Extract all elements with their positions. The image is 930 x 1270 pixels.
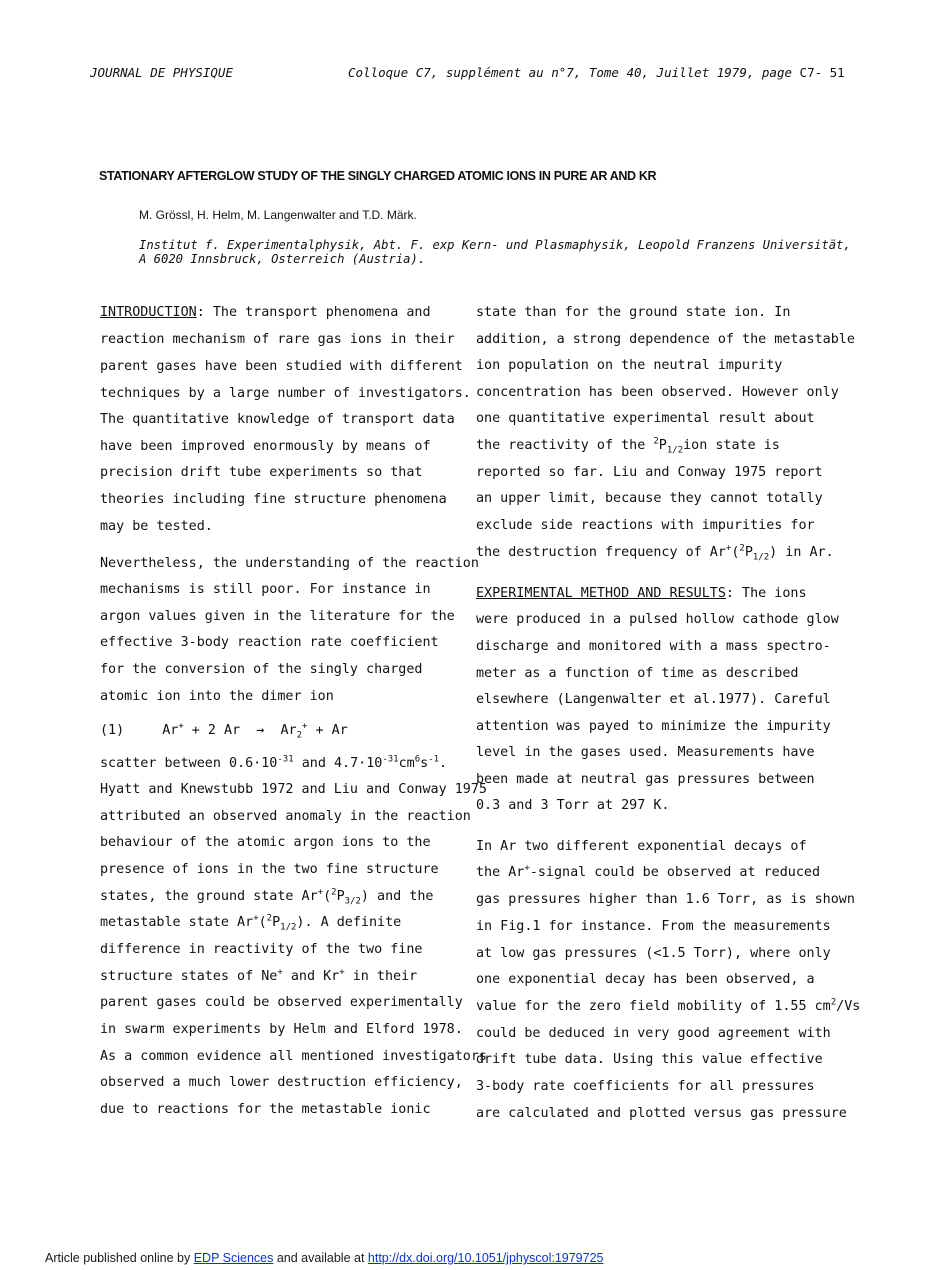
text-line: gas pressures higher than 1.6 Torr, as is shown bbox=[476, 892, 855, 907]
text-line: argon values given in the literature for the bbox=[100, 609, 455, 624]
publication-footer bbox=[45, 1251, 603, 1265]
text-line: meter as a function of time as described bbox=[476, 666, 799, 681]
text-line: metastable state $Ar^+(^2P_{1/2})$. A definite bbox=[100, 913, 402, 933]
page-number: C7- 51 bbox=[799, 65, 845, 80]
text-line: reaction mechanism of rare gas ions in their bbox=[100, 332, 455, 347]
text-line: in Fig.1 for instance. From the measurements bbox=[476, 919, 831, 934]
text-line: may be tested. bbox=[100, 519, 213, 534]
text-line: were produced in a pulsed hollow cathode glow bbox=[476, 612, 839, 627]
text-line: elsewhere (Langenwalter et al.1977). Careful bbox=[476, 692, 831, 707]
text-line: attributed an observed anomaly in the reaction bbox=[100, 809, 471, 824]
text-line: could be deduced in very good agreement with bbox=[476, 1026, 831, 1041]
text-line: concentration has been observed. However only bbox=[476, 385, 839, 400]
text-line: have been improved enormously by means of bbox=[100, 439, 431, 454]
text-line: due to reactions for the metastable ionic bbox=[100, 1102, 431, 1117]
doi-link[interactable]: http://dx.doi.org/10.1051/jphyscol:1979725 bbox=[367, 1251, 604, 1265]
experimental-heading: EXPERIMENTAL METHOD AND RESULTS bbox=[476, 586, 726, 601]
text-line: EXPERIMENTAL METHOD AND RESULTS: The ions bbox=[476, 586, 807, 601]
text-line: the destruction frequency of $Ar^+(^2P_{1/2})$ in Ar. bbox=[476, 543, 834, 563]
text-line: scatter between $0.6\cdot 10^{-31}$ and $4.7\cdot 10^{-31}cm^6s^{-1}$. bbox=[100, 754, 448, 771]
text-line: one exponential decay has been observed, a bbox=[476, 972, 815, 987]
text-line: effective 3-body reaction rate coefficient bbox=[100, 635, 439, 650]
text-line: structure states of Ne+ and Kr+ in their bbox=[100, 967, 418, 984]
colloque-text: Colloque C7, supplément au n°7, Tome 40, Juillet 1979, page bbox=[348, 65, 793, 80]
text-line: parent gases have been studied with different bbox=[100, 359, 463, 374]
text-line: techniques by a large number of investigators. bbox=[100, 386, 471, 401]
paper-title: STATIONARY AFTERGLOW STUDY OF THE SINGLY CHARGED ATOMIC IONS IN PURE AR AND KR bbox=[99, 169, 657, 183]
footer-prefix: Article published online by bbox=[45, 1251, 194, 1265]
text-line: drift tube data. Using this value effective bbox=[476, 1052, 823, 1067]
text-line: parent gases could be observed experimentally bbox=[100, 995, 463, 1010]
footer-middle: and available at bbox=[273, 1251, 368, 1265]
text-line: The quantitative knowledge of transport data bbox=[100, 412, 455, 427]
text-line: 0.3 and 3 Torr at 297 K. bbox=[476, 798, 670, 813]
text-line: reported so far. Liu and Conway 1975 report bbox=[476, 465, 823, 480]
colloque-reference bbox=[348, 65, 845, 80]
text-line: states, the ground state $Ar^+(^2P_{3/2})$ and the bbox=[100, 887, 434, 907]
text-line: been made at neutral gas pressures between bbox=[476, 772, 815, 787]
text-line: Nevertheless, the understanding of the reaction bbox=[100, 556, 479, 571]
affiliation bbox=[139, 238, 851, 266]
introduction-heading: INTRODUCTION bbox=[100, 305, 197, 320]
text-line: one quantitative experimental result about bbox=[476, 411, 815, 426]
text-line: attention was payed to minimize the impurity bbox=[476, 719, 831, 734]
authors: M. Grössl, H. Helm, M. Langenwalter and T.D. Märk. bbox=[139, 208, 417, 222]
text-line: level in the gases used. Measurements have bbox=[476, 745, 815, 760]
text-line: at low gas pressures (<1.5 Torr), where only bbox=[476, 946, 831, 961]
text-line: In Ar two different exponential decays of bbox=[476, 839, 807, 854]
text-line: mechanisms is still poor. For instance in bbox=[100, 582, 431, 597]
text-line: for the conversion of the singly charged bbox=[100, 662, 423, 677]
text-line: behaviour of the atomic argon ions to the bbox=[100, 835, 431, 850]
journal-name: JOURNAL DE PHYSIQUE bbox=[90, 65, 233, 80]
text-line: value for the zero field mobility of 1.55 $cm^2/Vs$ bbox=[476, 997, 861, 1014]
text-line: state than for the ground state ion. In bbox=[476, 305, 791, 320]
text-line: 3-body rate coefficients for all pressures bbox=[476, 1079, 815, 1094]
equation-number: (1) bbox=[100, 723, 125, 738]
text-line: atomic ion into the dimer ion bbox=[100, 689, 334, 704]
text-line: Hyatt and Knewstubb 1972 and Liu and Conway 1975 bbox=[100, 782, 487, 797]
text-line: in swarm experiments by Helm and Elford 1978. bbox=[100, 1022, 463, 1037]
text-line: ion population on the neutral impurity bbox=[476, 358, 783, 373]
text-line: INTRODUCTION: The transport phenomena and bbox=[100, 305, 431, 320]
text-line: the Ar+-signal could be observed at reduced bbox=[476, 863, 821, 880]
text-line: exclude side reactions with impurities for bbox=[476, 518, 815, 533]
text-line: discharge and monitored with a mass spectro- bbox=[476, 639, 831, 654]
text-line: observed a much lower destruction efficiency, bbox=[100, 1075, 463, 1090]
text-line: the reactivity of the $^2P_{1/2}ion$ state is bbox=[476, 436, 780, 456]
text-line: precision drift tube experiments so that bbox=[100, 465, 423, 480]
text-line: difference in reactivity of the two fine bbox=[100, 942, 423, 957]
text-line: are calculated and plotted versus gas pressure bbox=[476, 1106, 847, 1121]
text-line: presence of ions in the two fine structure bbox=[100, 862, 439, 877]
text-line: As a common evidence all mentioned investigators bbox=[100, 1049, 487, 1064]
affiliation-line-1: Institut f. Experimentalphysik, Abt. F. exp Kern- und Plasmaphysik, Leopold Franzens Universität, bbox=[139, 238, 851, 252]
publisher-link[interactable]: EDP Sciences bbox=[193, 1251, 274, 1265]
text-line: an upper limit, because they cannot totally bbox=[476, 491, 823, 506]
affiliation-line-2: A 6020 Innsbruck, Osterreich (Austria). bbox=[139, 252, 426, 266]
text-line: addition, a strong dependence of the metastable bbox=[476, 332, 855, 347]
text-line: theories including fine structure phenomena bbox=[100, 492, 447, 507]
equation-1: (1) Ar+ + 2 $Ar \to Ar_2^+ + Ar$ bbox=[100, 721, 348, 741]
